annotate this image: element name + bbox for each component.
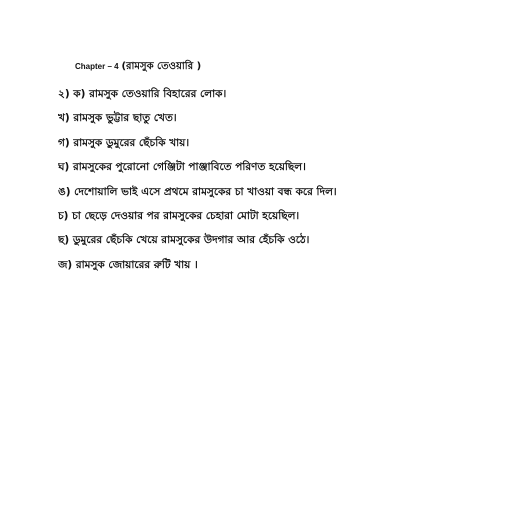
answer-line: ঙ) দেশোয়ালি ভাই এসে প্রথমে রামসুকের চা খাওয়া বন্ধ করে দিল। (58, 185, 337, 198)
chapter-title: (রামসুক তেওয়ারি ) (121, 61, 202, 72)
answer-line: খ) রামসুক ভুট্টার ছাতু খেত। (58, 112, 177, 125)
answer-line: গ) রামসুক ডুমুরের ছেঁচকি খায়। (58, 136, 190, 149)
answer-line: জ) রামসুক জোয়ারের রুটি খায় । (58, 258, 198, 271)
answer-list (58, 82, 498, 277)
answer-line: ঘ) রামসুকের পুরোনো গেঞ্জিটা পাঞ্জাবিতে পরিণত হয়েছিল। (58, 161, 306, 174)
answer-line: ছ) ডুমুরের ছেঁচকি খেয়ে রামসুকের উদগার আর হেঁচকি ওঠে। (58, 234, 310, 247)
chapter-label: Chapter – 4 (75, 62, 119, 71)
chapter-heading (75, 60, 201, 74)
answer-line: চ) চা ছেড়ে দেওয়ার পর রামসুকের চেহারা মোটা হয়েছিল। (58, 209, 300, 222)
answer-line: ২) ক) রামসুক তেওয়ারি বিহারের লোক। (58, 88, 227, 100)
